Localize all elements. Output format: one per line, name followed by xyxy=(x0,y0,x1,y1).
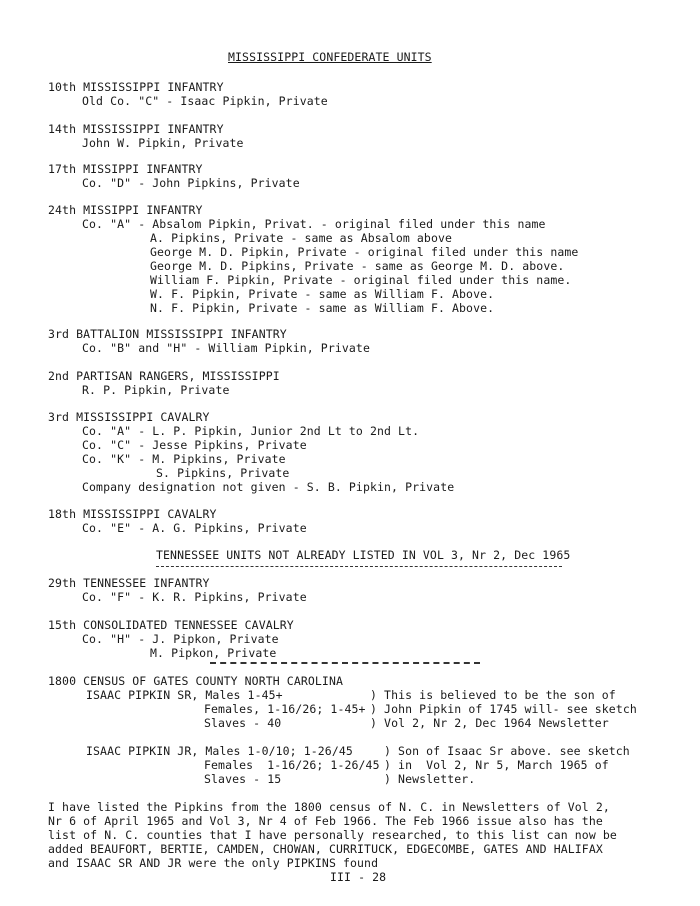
census-note: ) Vol 2, Nr 2, Dec 1964 Newsletter xyxy=(370,716,609,730)
census-note: ) This is believed to be the son of xyxy=(370,688,616,702)
census-note: ) Son of Isaac Sr above. see sketch xyxy=(384,744,630,758)
census-entry: Slaves - 15 xyxy=(204,772,282,786)
entry-line: S. Pipkins, Private xyxy=(156,466,290,480)
census-note: ) Newsletter. xyxy=(384,772,476,786)
entry-line: Co. "D" - John Pipkins, Private xyxy=(82,176,300,190)
entry-line: Co. "A" - Absalom Pipkin, Privat. - original filed under this name xyxy=(82,217,546,231)
unit-heading: 3rd MISSISSIPPI CAVALRY xyxy=(48,410,210,424)
closing-paragraph-line: and ISAAC SR AND JR were the only PIPKINS found xyxy=(48,856,379,870)
entry-line: Co. "B" and "H" - William Pipkin, Private xyxy=(82,341,370,355)
page-title: MISSISSIPPI CONFEDERATE UNITS xyxy=(228,50,432,64)
entry-line: W. F. Pipkin, Private - same as William F. Above. xyxy=(150,287,495,301)
entry-line: N. F. Pipkin, Private - same as William F. Above. xyxy=(150,301,495,315)
census-entry: Females, 1-16/26; 1-45+ xyxy=(204,702,366,716)
census-entry: ISAAC PIPKIN JR, Males 1-0/10; 1-26/45 xyxy=(86,744,353,758)
closing-paragraph-line: Nr 6 of April 1965 and Vol 3, Nr 4 of Feb 1966. The Feb 1966 issue also has the xyxy=(48,814,603,828)
entry-line: Co. "A" - L. P. Pipkin, Junior 2nd Lt to 2nd Lt. xyxy=(82,424,420,438)
section-heading: TENNESSEE UNITS NOT ALREADY LISTED IN VOL 3, Nr 2, Dec 1965 xyxy=(156,548,571,562)
unit-heading: 3rd BATTALION MISSISSIPPI INFANTRY xyxy=(48,327,287,341)
unit-heading: 2nd PARTISAN RANGERS, MISSISSIPPI xyxy=(48,369,280,383)
separator-line xyxy=(210,662,480,664)
entry-line: A. Pipkins, Private - same as Absalom above xyxy=(150,231,453,245)
unit-heading: 10th MISSISSIPPI INFANTRY xyxy=(48,80,224,94)
census-entry: ISAAC PIPKIN SR, Males 1-45+ xyxy=(86,688,283,702)
closing-paragraph-line: added BEAUFORT, BERTIE, CAMDEN, CHOWAN, CURRITUCK, EDGECOMBE, GATES AND HALIFAX xyxy=(48,842,603,856)
entry-line: R. P. Pipkin, Private xyxy=(82,383,230,397)
unit-heading: 18th MISSISSIPPI CAVALRY xyxy=(48,507,217,521)
closing-paragraph-line: I have listed the Pipkins from the 1800 census of N. C. in Newsletters of Vol 2, xyxy=(48,800,610,814)
entry-line: George M. D. Pipkins, Private - same as George M. D. above. xyxy=(150,259,565,273)
entry-line: Co. "H" - J. Pipkon, Private xyxy=(82,632,279,646)
entry-line: William F. Pipkin, Private - original filed under this name. xyxy=(150,273,572,287)
page-number: III - 28 xyxy=(330,870,387,884)
entry-line: George M. D. Pipkin, Private - original filed under this name xyxy=(150,245,579,259)
unit-heading: 29th TENNESSEE INFANTRY xyxy=(48,576,210,590)
entry-line: Co. "K" - M. Pipkins, Private xyxy=(82,452,286,466)
census-note: ) John Pipkin of 1745 will- see sketch xyxy=(370,702,637,716)
unit-heading: 17th MISSIPPI INFANTRY xyxy=(48,162,203,176)
census-heading: 1800 CENSUS OF GATES COUNTY NORTH CAROLINA xyxy=(48,674,343,688)
closing-paragraph-line: list of N. C. counties that I have personally researched, to this list can now be xyxy=(48,828,617,842)
entry-line: Co. "F" - K. R. Pipkins, Private xyxy=(82,590,307,604)
entry-line: Old Co. "C" - Isaac Pipkin, Private xyxy=(82,94,328,108)
entry-line: John W. Pipkin, Private xyxy=(82,136,244,150)
census-entry: Females 1-16/26; 1-26/45 xyxy=(204,758,380,772)
census-entry: Slaves - 40 xyxy=(204,716,282,730)
unit-heading: 14th MISSISSIPPI INFANTRY xyxy=(48,122,224,136)
section-underline xyxy=(156,566,562,567)
entry-line: Co. "E" - A. G. Pipkins, Private xyxy=(82,521,307,535)
unit-heading: 15th CONSOLIDATED TENNESSEE CAVALRY xyxy=(48,618,294,632)
entry-line: Company designation not given - S. B. Pipkin, Private xyxy=(82,480,455,494)
census-note: ) in Vol 2, Nr 5, March 1965 of xyxy=(384,758,609,772)
unit-heading: 24th MISSIPPI INFANTRY xyxy=(48,203,203,217)
entry-line: Co. "C" - Jesse Pipkins, Private xyxy=(82,438,307,452)
entry-line: M. Pipkon, Private xyxy=(150,646,277,660)
